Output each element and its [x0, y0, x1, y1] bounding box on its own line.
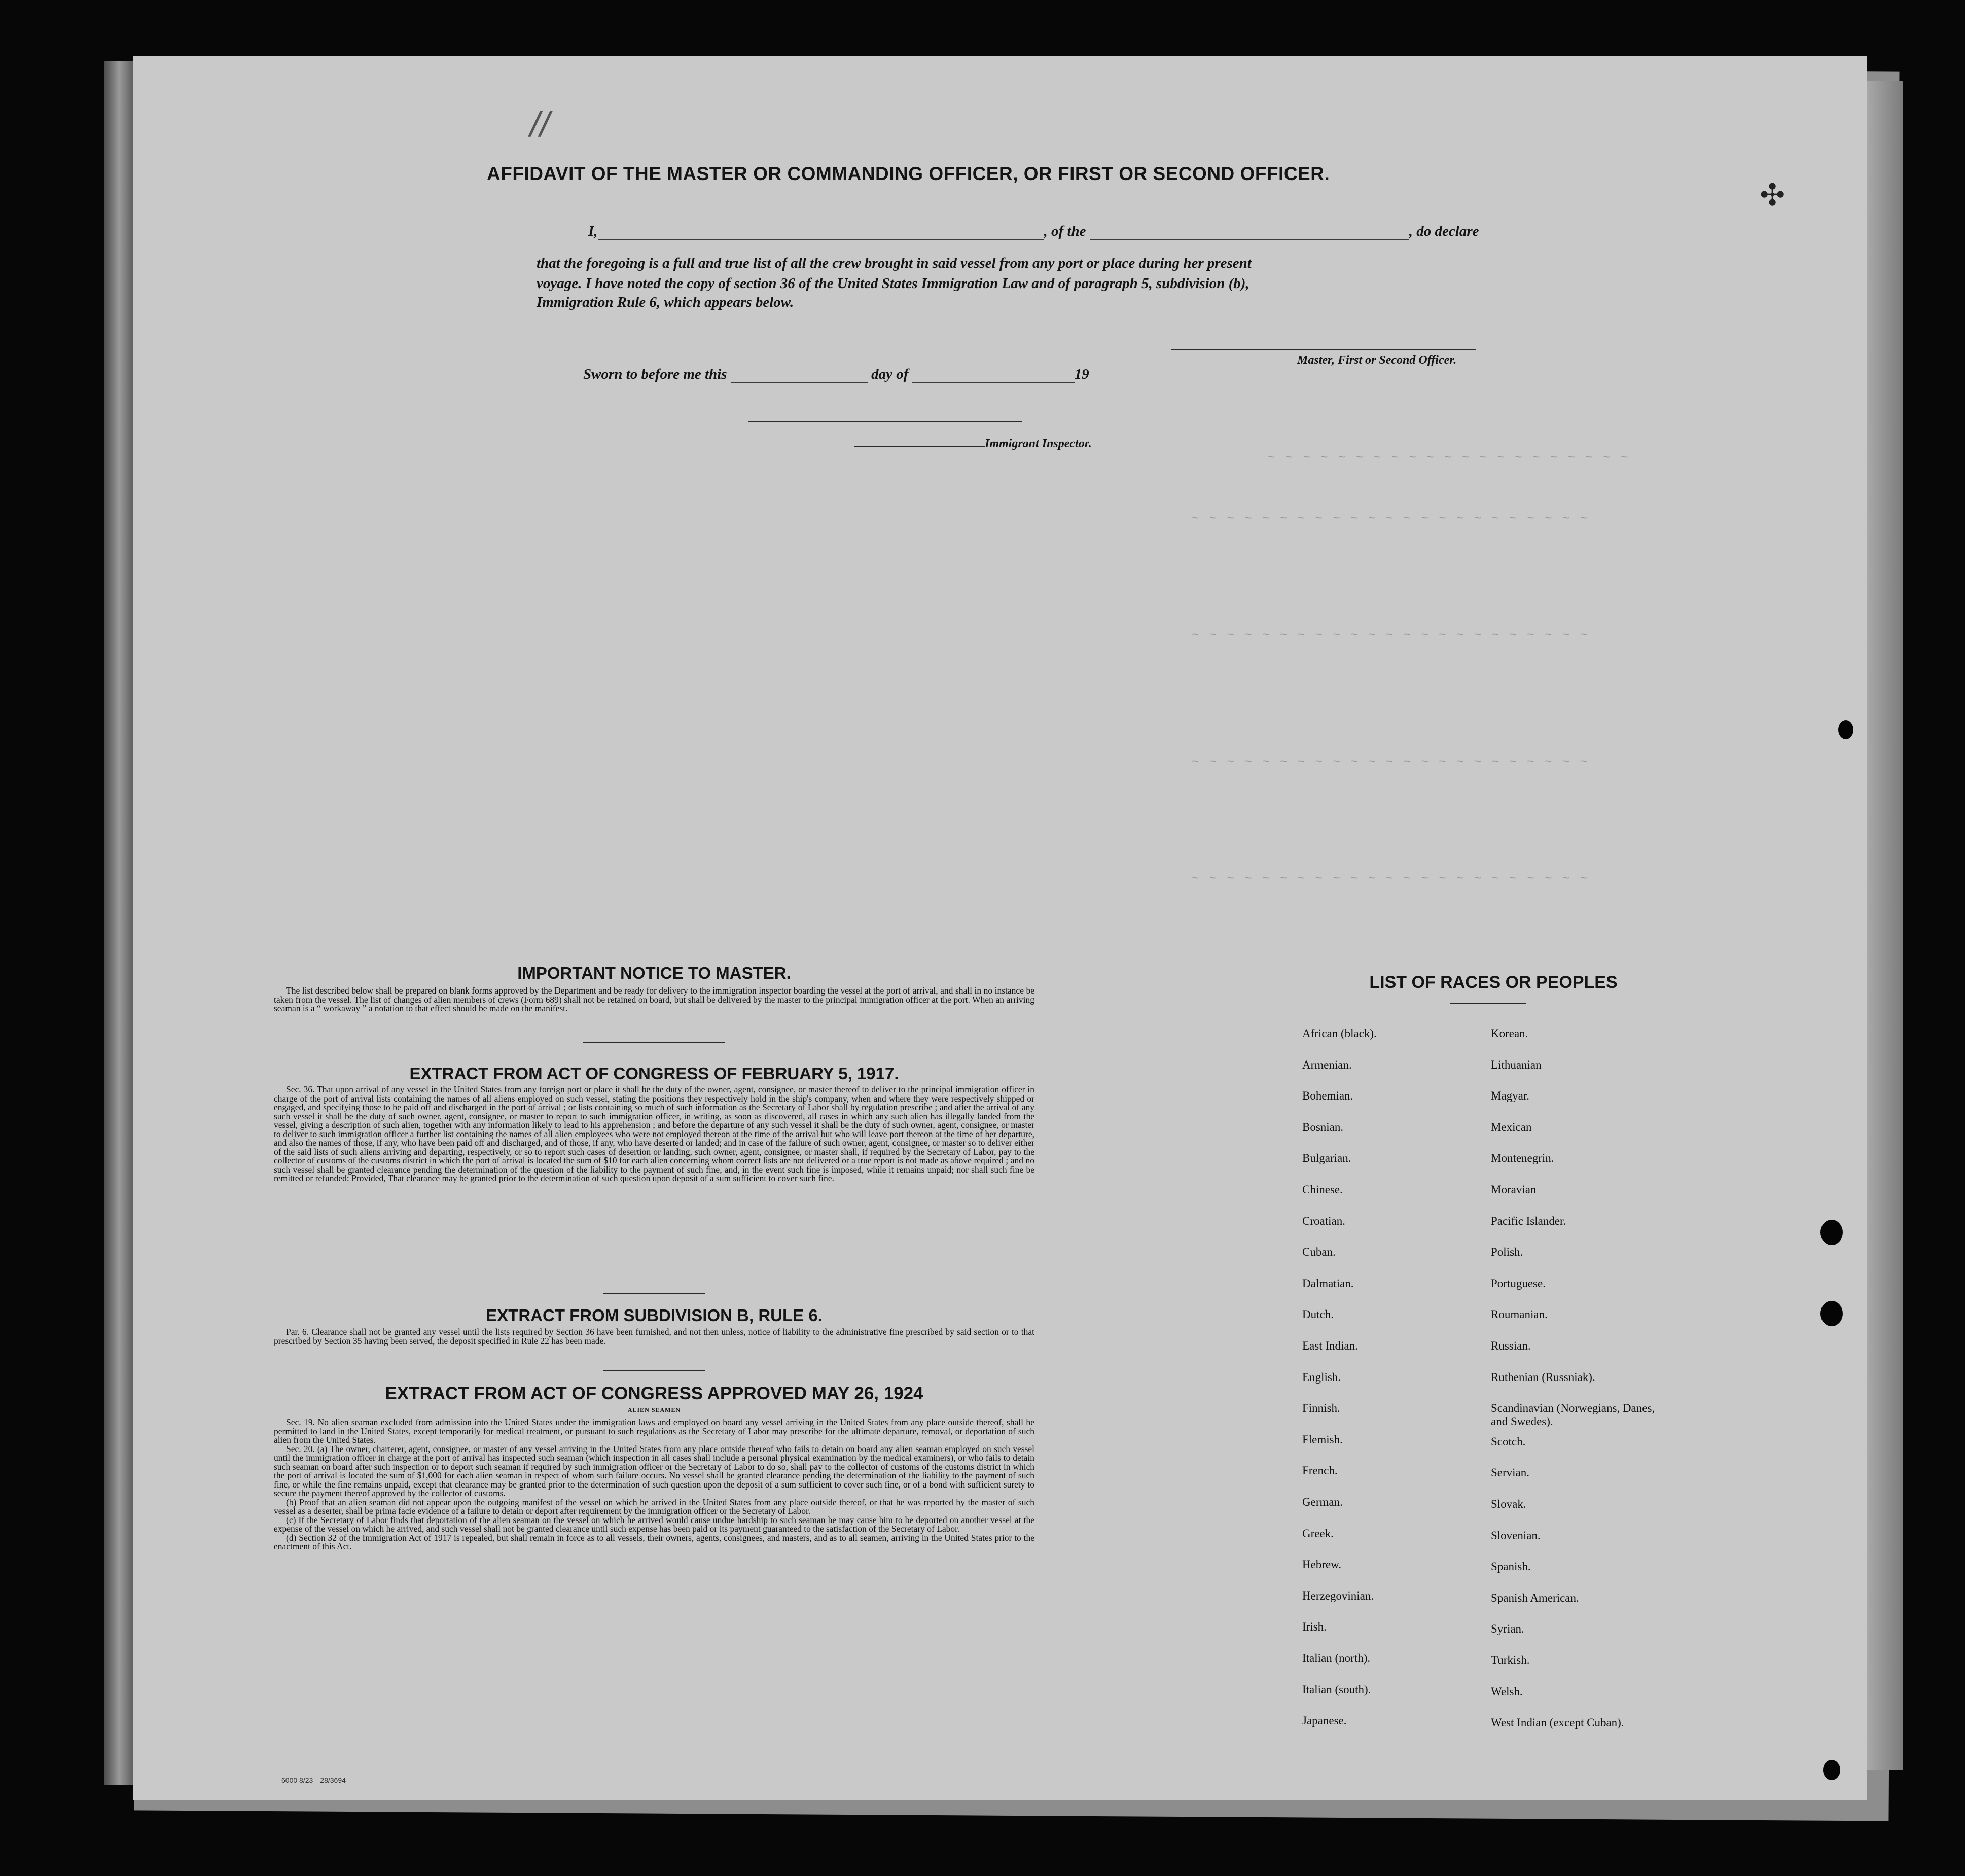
race-item: Irish.: [1302, 1620, 1327, 1634]
race-item: Scandinavian (Norwegians, Danes, and Swedes).: [1491, 1402, 1655, 1428]
races-title-rule: [1450, 1003, 1526, 1004]
race-item: Dutch.: [1302, 1308, 1334, 1321]
act-1924-paragraph: Sec. 19. No alien seaman excluded from admission into the United States under the immigration laws and employed on board any vessel arriving in the United States from any place outside thereof, shall be permitted to land in the United States, except temporarily for medical treatment, or pursuant to such regulations as the Secretary of Labor may prescribe for the ultimate departure, removal, or deportation of such alien from the United States.: [274, 1417, 1034, 1445]
punch-hole: [1838, 720, 1853, 739]
form-code: 6000 8/23—28/3694: [281, 1776, 346, 1784]
race-item: Welsh.: [1491, 1685, 1523, 1698]
bleed-through-row: ~ ~ ~ ~ ~ ~ ~ ~ ~ ~ ~ ~ ~ ~ ~ ~ ~ ~ ~ ~ ~: [1268, 451, 1630, 465]
sworn-month-blank[interactable]: [912, 369, 1075, 383]
vessel-blank[interactable]: [1090, 226, 1409, 240]
act-1924-paragraph: (c) If the Secretary of Labor finds that deportation of the alien seaman on the vessel on which he arrived would cause undue hardship to such seaman he may cause him to be deported on another vessel at the expense of the vessel on which he arrived, and such vessel shall not be granted clearance until such expense has been paid or its payment guaranteed to the satisfaction of the Secretary of Labor.: [274, 1514, 1034, 1534]
race-item: Slovenian.: [1491, 1529, 1541, 1542]
race-item: Greek.: [1302, 1527, 1334, 1540]
race-item: Korean.: [1491, 1027, 1528, 1040]
sworn-line: Sworn to before me this day of 19: [583, 366, 1089, 382]
signature-label: Master, First or Second Officer.: [1297, 353, 1457, 367]
race-item: Bohemian.: [1302, 1089, 1353, 1103]
race-item: Spanish.: [1491, 1560, 1531, 1573]
handwritten-mark: ✣: [1760, 178, 1785, 212]
right-page-edge: [1867, 81, 1903, 1770]
notice-paragraph: The list described below shall be prepared on blank forms approved by the Department and be ready for delivery to the immigration inspector boarding the vessel at the port of arrival, and shall in no instance be taken from the vessel. The list of changes of alien members of crews (Form 689) shall not be retained on board, but shall be delivered by the master to the principal immigration officer at the port. When an arriving seaman is a “ workaway ” a notation to that effect should be made on the manifest.: [274, 985, 1034, 1013]
race-item: Roumanian.: [1491, 1308, 1548, 1321]
sworn-day-blank[interactable]: [731, 369, 868, 383]
race-item: Bosnian.: [1302, 1120, 1344, 1134]
race-item: German.: [1302, 1496, 1343, 1508]
binding-edge: [104, 61, 134, 1785]
race-item: Cuban.: [1302, 1246, 1336, 1259]
race-item: Bulgarian.: [1302, 1152, 1351, 1165]
race-item: Hebrew.: [1302, 1558, 1342, 1571]
bleed-through-row: ~ ~ ~ ~ ~ ~ ~ ~ ~ ~ ~ ~ ~ ~ ~ ~ ~ ~ ~ ~ ~ ~ ~: [1192, 512, 1589, 526]
race-item: Chinese.: [1302, 1183, 1343, 1196]
notice-title: IMPORTANT NOTICE TO MASTER.: [517, 964, 791, 982]
race-item: Italian (north).: [1302, 1652, 1371, 1665]
race-item: Flemish.: [1302, 1433, 1343, 1446]
bleed-through-row: ~ ~ ~ ~ ~ ~ ~ ~ ~ ~ ~ ~ ~ ~ ~ ~ ~ ~ ~ ~ ~ ~ ~: [1192, 756, 1589, 769]
inspector-signature-line: [748, 421, 1022, 422]
act-1924-paragraph: (d) Section 32 of the Immigration Act of 1917 is repealed, but shall remain in force as to all vessels, their owners, agents, consignees, and masters, and as to all seamen, arriving in the United States prior to the enactment of this Act.: [274, 1532, 1034, 1551]
affidavit-declaration-line: I, , of the , do declare: [588, 223, 1479, 239]
punch-hole: [1820, 1220, 1843, 1245]
race-item: French.: [1302, 1464, 1338, 1477]
race-item: Servian.: [1491, 1466, 1530, 1479]
bleed-through-row: ~ ~ ~ ~ ~ ~ ~ ~ ~ ~ ~ ~ ~ ~ ~ ~ ~ ~ ~ ~ ~ ~ ~: [1192, 872, 1589, 886]
inspector-label: Immigrant Inspector.: [985, 437, 1092, 450]
signature-line: [1171, 349, 1476, 350]
race-item: Lithuanian: [1491, 1058, 1542, 1071]
race-item: East Indian.: [1302, 1339, 1358, 1352]
race-item: Croatian.: [1302, 1214, 1345, 1227]
race-item: Italian (south).: [1302, 1683, 1371, 1696]
handwritten-page-number: //: [530, 104, 550, 144]
act-1924-title: EXTRACT FROM ACT OF CONGRESS APPROVED MAY 26, 1924: [385, 1384, 923, 1403]
race-item: Moravian: [1491, 1183, 1537, 1196]
rule-6-title: EXTRACT FROM SUBDIVISION B, RULE 6.: [486, 1306, 823, 1325]
affidavit-text-line: that the foregoing is a full and true list of all the crew brought in said vessel from any port or place during her present: [537, 255, 1252, 271]
affidavit-title: AFFIDAVIT OF THE MASTER OR COMMANDING OFFICER, OR FIRST OR SECOND OFFICER.: [487, 163, 1330, 184]
rule-6-paragraph: Par. 6. Clearance shall not be granted any vessel until the lists required by Section 36 have been furnished, and not then unless, notice of liability to the administrative fine prescribed by said section or to that prescribed by Section 35 having been served, the deposit specified in Rule 22 has been made.: [274, 1327, 1034, 1346]
act-1924-paragraph: (b) Proof that an alien seaman did not appear upon the outgoing manifest of the vessel on which he arrived in the United States from any place outside thereof, or that he was reported by the master of such vessel as a deserter, shall be prima facie evidence of a failure to detain or deport after requirement by the immigration officer or the Secretary of Labor.: [274, 1497, 1034, 1516]
section-divider: [583, 1042, 725, 1043]
race-item: Portuguese.: [1491, 1277, 1546, 1290]
races-title: LIST OF RACES OR PEOPLES: [1369, 973, 1618, 992]
race-item: Magyar.: [1491, 1089, 1530, 1103]
race-item: Spanish American.: [1491, 1591, 1579, 1604]
name-blank[interactable]: [598, 226, 1044, 240]
act-1924-paragraph: Sec. 20. (a) The owner, charterer, agent, consignee, or master of any vessel arriving in the United States from any place outside thereof who fails to detain on board any alien seaman employed on such vessel until the immigration officer in charge at the port of arrival has inspected such seaman (which inspection in all cases shall include a personal physical examination by the medical examiners), or who fails to detain such seaman on board after such inspection or to deport such seaman if required by such immigration officer or the Secretary of Labor to do so, shall pay to the collector of customs of the customs district in which the port of arrival is located the sum of $1,000 for each alien seaman in respect of whom such failure occurs. No vessel shall be granted clearance pending the determination of the liability to the payment of such fine, or while the fine remains unpaid, except that clearance may be granted prior to the determination of such question upon the deposit of a sum sufficient to cover such fine, or of a bond with sufficient surety to secure the payment thereof approved by the collector of customs.: [274, 1443, 1034, 1498]
race-item: African (black).: [1302, 1027, 1377, 1040]
race-item: Polish.: [1491, 1246, 1523, 1259]
race-item: Armenian.: [1302, 1058, 1352, 1071]
section-divider: [603, 1370, 705, 1371]
act-1917-paragraph: Sec. 36. That upon arrival of any vessel in the United States from any foreign port or place it shall be the duty of the owner, agent, consignee, or master thereof to deliver to the principal immigration officer in charge of the port of arrival lists containing the names of all aliens employed on such vessel, stating the positions they respectively hold in the ship's company, when and where they were respectively shipped or engaged, and specifying those to be paid off and discharged in the port of arrival ; or lists containing so much of such information as the Secretary of Labor shall by regulation prescribe ; and after the arrival of any such vessel it shall be the duty of such owner, agent, consignee, or master to report to such immigration officer, in writing, as soon as discovered, all cases in which any such alien has illegally landed from the vessel, giving a description of such alien, together with any information likely to lead to his apprehension ; and before the departure of any such vessel it shall be the duty of such owner, agent, consignee, or master to deliver to such immigration officer a further list containing the names of all alien employees who were not employed thereon at the time of the arrival but who will leave port thereon at the time of her departure, and also the names of those, if any, who have been paid off and discharged, and of those, if any, who have deserted or landed; and in case of the failure of such owner, agent, consignee, or master so to deliver either of the said lists of such aliens arriving and departing, respectively, or so to report such cases of desertion or landing, such owner, agent, consignee, or master shall, if required by the Secretary of Labor, pay to the collector of customs of the customs district in which the port of arrival is located the sum of $10 for each alien concerning whom correct lists are not delivered or a true report is not made as above required ; and no such vessel shall be granted clearance pending the determination of the question of the liability to the payment of such fine, and, in the event such fine is imposed, while it remains unpaid; nor shall such fine be remitted or refunded: Provided, That clearance may be granted prior to the determination of such question upon deposit of a sum sufficient to cover such fine.: [274, 1084, 1034, 1183]
rule-6-body: [274, 1328, 1034, 1346]
race-item: Japanese.: [1302, 1714, 1347, 1727]
act-1924-body: [274, 1418, 1034, 1551]
race-item: Finnish.: [1302, 1402, 1340, 1415]
race-item: English.: [1302, 1370, 1341, 1384]
race-item: Scotch.: [1491, 1435, 1526, 1448]
act-1924-subtitle: ALIEN SEAMEN: [627, 1406, 681, 1413]
punch-hole: [1820, 1301, 1843, 1326]
race-item: West Indian (except Cuban).: [1491, 1716, 1624, 1729]
race-item: Dalmatian.: [1302, 1277, 1354, 1290]
section-divider: [603, 1293, 705, 1294]
race-item: Montenegrin.: [1491, 1152, 1554, 1165]
inspector-signature-line-2: [854, 446, 985, 447]
affidavit-text-line: voyage. I have noted the copy of section 36 of the United States Immigration Law and of paragraph 5, subdivision (b),: [537, 275, 1249, 292]
race-item: Herzegovinian.: [1302, 1589, 1374, 1602]
race-item: Ruthenian (Russniak).: [1491, 1370, 1595, 1384]
race-item: Pacific Islander.: [1491, 1214, 1566, 1227]
race-item: Slovak.: [1491, 1498, 1526, 1510]
act-1917-title: EXTRACT FROM ACT OF CONGRESS OF FEBRUARY 5, 1917.: [409, 1064, 899, 1083]
race-item: Turkish.: [1491, 1654, 1530, 1667]
bleed-through-row: ~ ~ ~ ~ ~ ~ ~ ~ ~ ~ ~ ~ ~ ~ ~ ~ ~ ~ ~ ~ ~ ~ ~: [1192, 629, 1589, 643]
act-1917-body: [274, 1085, 1034, 1183]
affidavit-text-line: Immigration Rule 6, which appears below.: [537, 294, 794, 310]
race-item: Russian.: [1491, 1339, 1531, 1352]
punch-hole: [1823, 1760, 1840, 1780]
notice-body: [274, 986, 1034, 1013]
race-item: Syrian.: [1491, 1622, 1524, 1636]
race-item: Mexican: [1491, 1120, 1532, 1134]
